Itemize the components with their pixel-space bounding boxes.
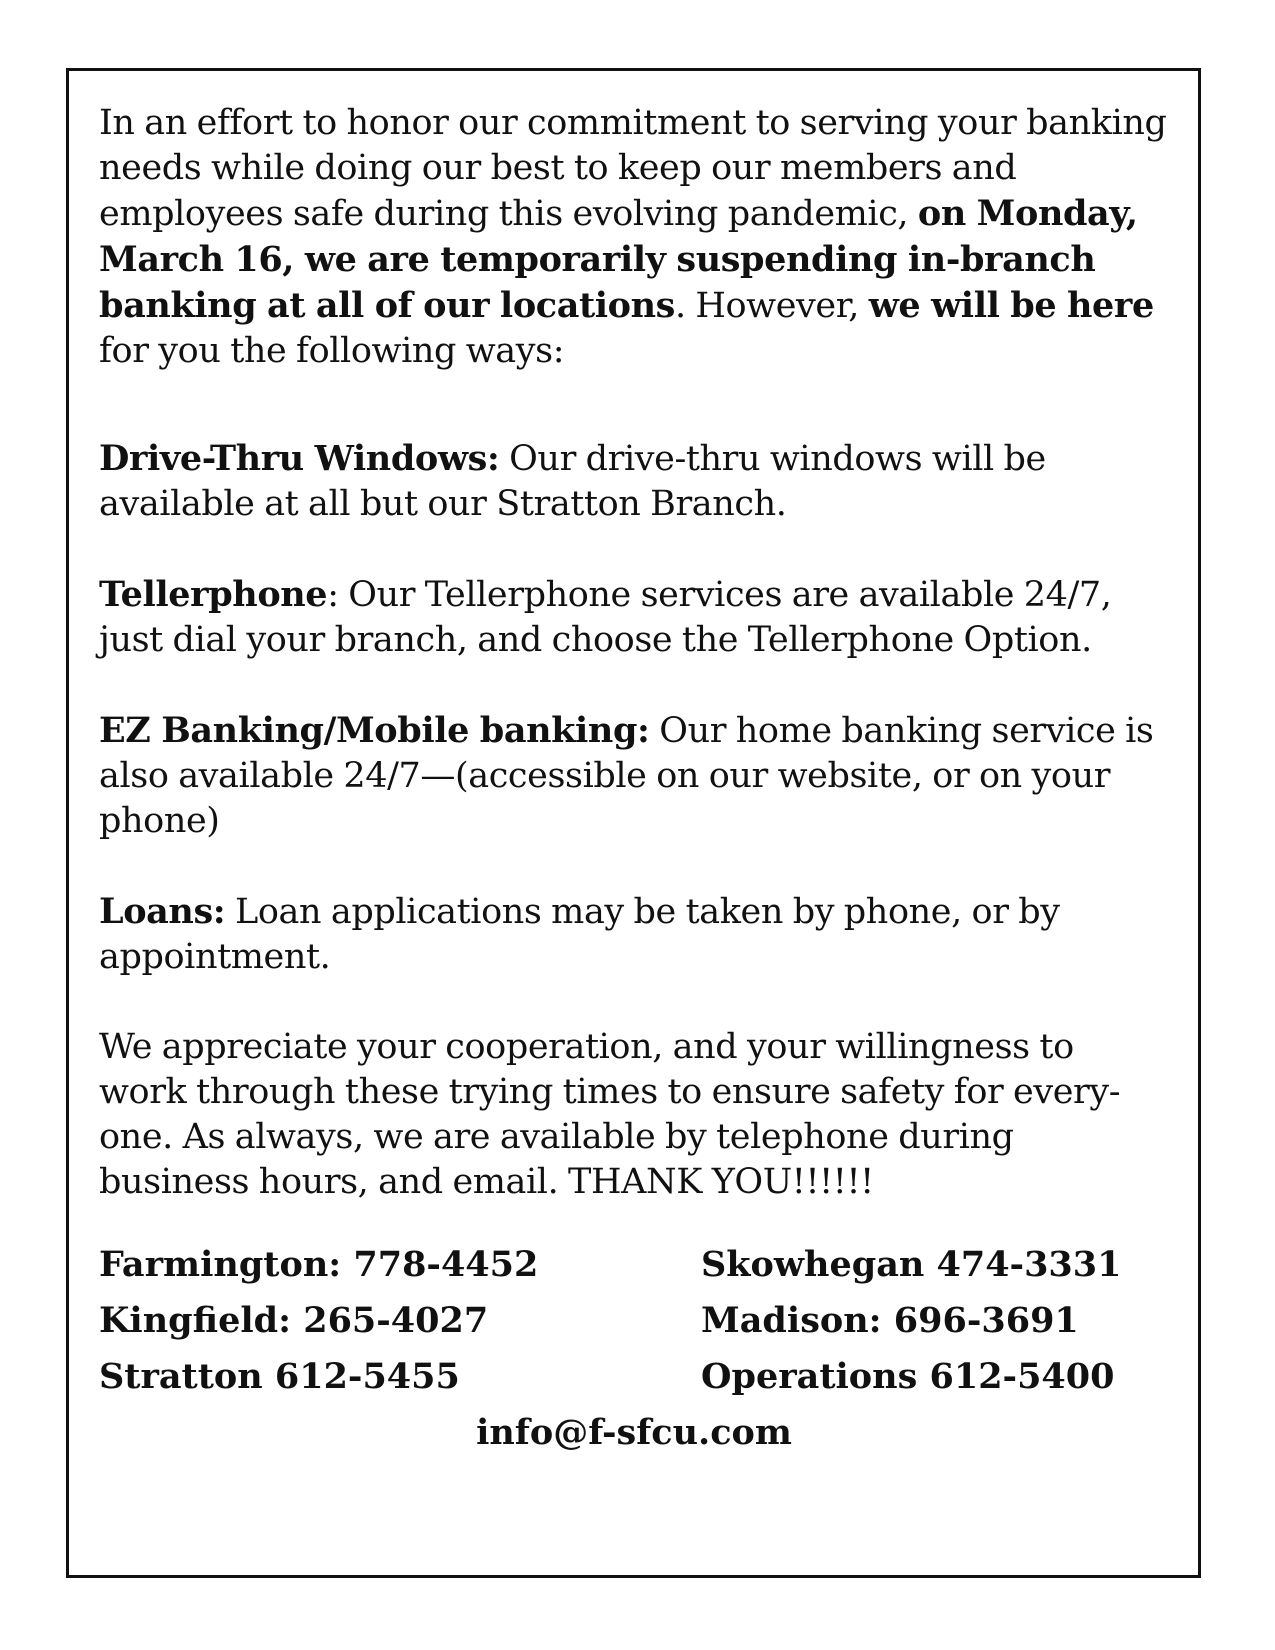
service-drive-thru bbox=[99, 436, 1169, 527]
contact-skowhegan: Skowhegan 474-3331 bbox=[701, 1244, 1122, 1285]
intro-paragraph bbox=[99, 101, 1169, 374]
notice-content bbox=[99, 101, 1169, 1453]
intro-text-1: In an effort to honor our commitment to serving your banking needs while doing our best to keep our members and employees safe during this evolving pandemic, bbox=[99, 103, 1167, 234]
spacer bbox=[99, 844, 1169, 889]
service-loans bbox=[99, 889, 1169, 980]
contact-operations: Operations 612-5400 bbox=[701, 1356, 1115, 1397]
service-tellerphone bbox=[99, 572, 1169, 663]
closing-paragraph: We appreciate your cooperation, and your willingness to work through these trying times to ensure safety for every-one. As always, we are available by telephone during business hours, and email. THANK YOU!!!!!! bbox=[99, 1027, 1121, 1202]
service-text: Our drive-thru windows will be available at all but our Stratton Branch. bbox=[99, 439, 1046, 524]
branch-contacts bbox=[99, 1245, 1169, 1397]
service-text: Loan applications may be taken by phone, or by appointment. bbox=[99, 892, 1060, 977]
contact-madison: Madison: 696-3691 bbox=[701, 1300, 1079, 1341]
spacer bbox=[99, 663, 1169, 708]
service-ez-banking bbox=[99, 708, 1169, 844]
contact-email: info@f-sfcu.com bbox=[476, 1412, 792, 1453]
notice-border bbox=[66, 68, 1201, 1578]
contact-farmington: Farmington: 778-4452 bbox=[99, 1244, 539, 1285]
intro-bold-1: on Monday, March 16, we are temporarily suspending in-branch banking at all of our locations bbox=[99, 193, 1138, 326]
service-label: Tellerphone bbox=[99, 574, 328, 615]
contact-kingfield: Kingfield: 265-4027 bbox=[99, 1300, 489, 1341]
spacer bbox=[99, 980, 1169, 1025]
intro-text-2: . However, bbox=[674, 286, 869, 326]
intro-bold-2: we will be here bbox=[868, 285, 1154, 326]
spacer bbox=[99, 374, 1169, 436]
service-label: Loans: bbox=[99, 891, 226, 932]
service-label: EZ Banking/Mobile banking: bbox=[99, 710, 650, 751]
service-label: Drive-Thru Windows: bbox=[99, 438, 500, 479]
service-text: : Our Tellerphone services are available 24/7, just dial your branch, and choose the Tellerphone Option. bbox=[99, 575, 1112, 660]
service-text: Our home banking service is also available 24/7—(accessible on our website, or on your phone) bbox=[99, 711, 1154, 841]
intro-text-3: for you the following ways: bbox=[99, 331, 565, 371]
contact-stratton: Stratton 612-5455 bbox=[99, 1356, 460, 1397]
spacer bbox=[99, 527, 1169, 572]
